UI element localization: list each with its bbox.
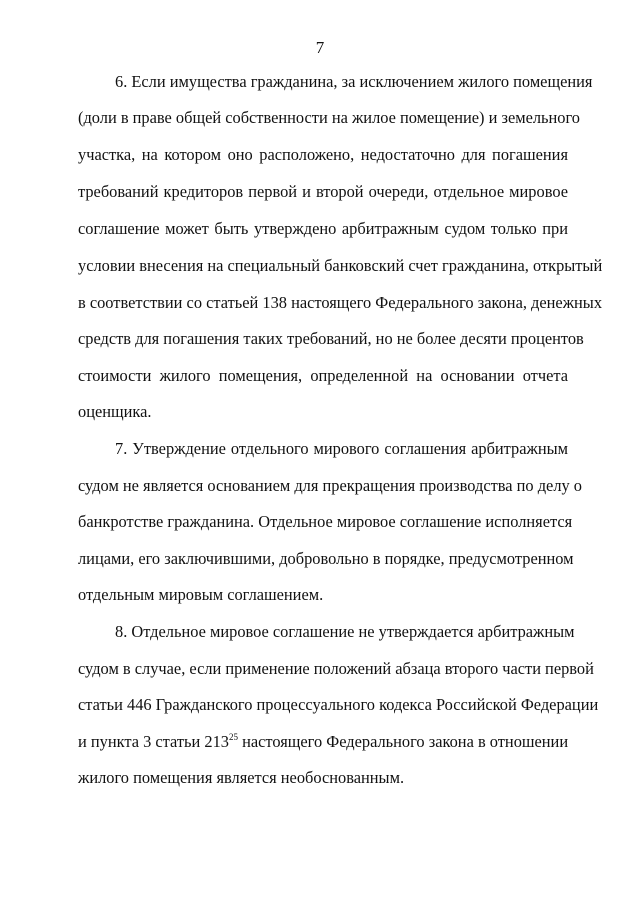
paragraph-6-line-6: условии внесения на специальный банковский счет гражданина, открытый [78, 256, 603, 275]
paragraph-7-line-5: отдельным мировым соглашением. [78, 585, 324, 604]
paragraph-6-line-9: стоимости жилого помещения, определенной на основании отчета [78, 366, 568, 385]
paragraph-7-line-3: банкротстве гражданина. Отдельное мировое соглашение исполняется [78, 512, 573, 531]
line-4-text-after: настоящего Федерального закона в отношении [237, 732, 569, 751]
paragraph-6-line-7: в соответствии со статьей 138 настоящего Федерального закона, денежных [78, 293, 603, 312]
paragraph-8-line-1: 8. Отдельное мировое соглашение не утверждается арбитражным [115, 622, 575, 641]
paragraph-6-line-2: (доли в праве общей собственности на жилое помещение) и земельного [78, 108, 580, 127]
paragraph-8-line-5: жилого помещения является необоснованным. [78, 768, 405, 787]
line-4-text-before: и пункта 3 статьи 213 [78, 732, 229, 751]
paragraph-6-line-4: требований кредиторов первой и второй очереди, отдельное мировое [78, 182, 568, 201]
paragraph-7-line-2: судом не является основанием для прекращения производства по делу о [78, 476, 583, 495]
paragraph-8-line-4 [78, 732, 568, 752]
paragraph-6-line-10: оценщика. [78, 402, 152, 421]
page-number: 7 [315, 38, 325, 57]
article-superscript: 25 [228, 732, 238, 742]
paragraph-6-line-8: средств для погашения таких требований, но не более десяти процентов [78, 329, 584, 348]
paragraph-8-line-2: судом в случае, если применение положений абзаца второго части первой [78, 659, 594, 678]
paragraph-6-line-3: участка, на котором оно расположено, недостаточно для погашения [78, 145, 568, 164]
paragraph-8-line-3: статьи 446 Гражданского процессуального кодекса Российской Федерации [78, 695, 599, 714]
paragraph-7-line-1: 7. Утверждение отдельного мирового соглашения арбитражным [115, 439, 568, 458]
paragraph-7-line-4: лицами, его заключившими, добровольно в порядке, предусмотренном [78, 549, 574, 568]
paragraph-6-line-5: соглашение может быть утверждено арбитражным судом только при [78, 219, 568, 238]
paragraph-6-line-1: 6. Если имущества гражданина, за исключением жилого помещения [115, 72, 593, 91]
